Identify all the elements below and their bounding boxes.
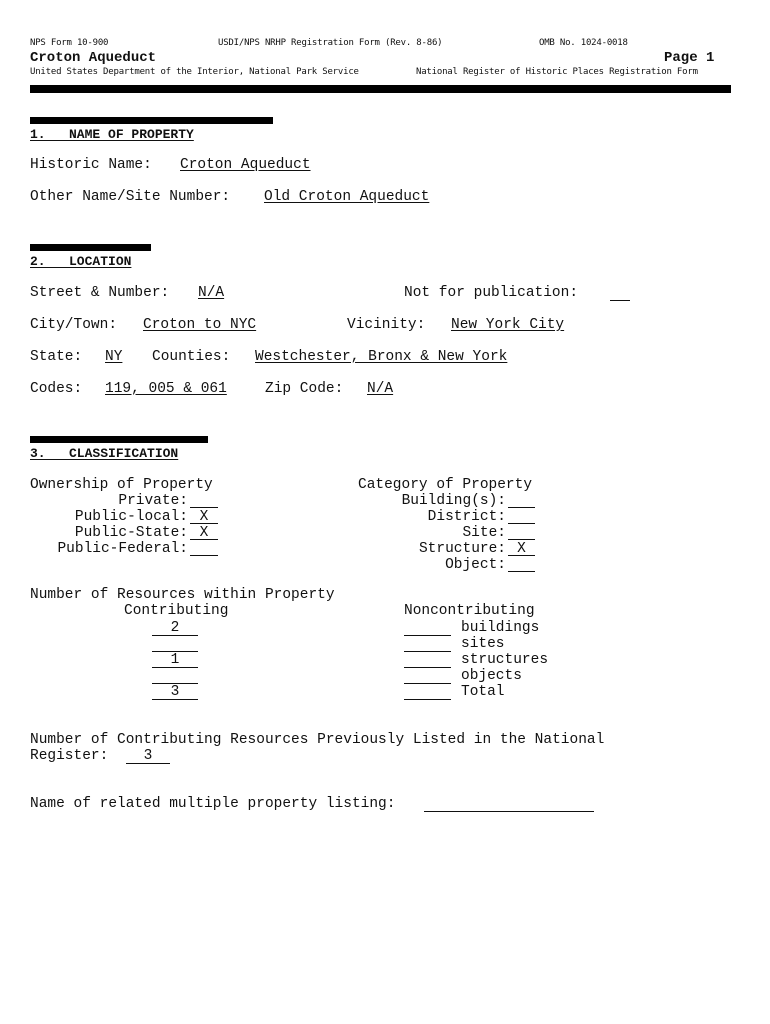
not-for-publication-label: Not for publication: — [404, 285, 579, 301]
ownership-private-blank — [190, 507, 218, 508]
section-bar-3 — [30, 436, 208, 443]
state-label: State: — [30, 349, 83, 365]
section-bar-2 — [30, 244, 151, 251]
category-building-label: Building(s): — [401, 493, 506, 509]
counties-label: Counties: — [152, 349, 231, 365]
codes-value: 119, 005 & 061 — [105, 381, 227, 397]
section-heading-location: 2. LOCATION — [30, 254, 132, 269]
ownership-public-federal-blank — [190, 555, 218, 556]
street-value: N/A — [198, 285, 225, 301]
related-listing-label: Name of related multiple property listing: — [30, 796, 396, 812]
contributing-total-value: 3 — [170, 684, 180, 700]
category-site-label: Site: — [462, 525, 506, 541]
other-name-value: Old Croton Aqueduct — [264, 189, 430, 205]
historic-name-label: Historic Name: — [30, 157, 152, 173]
resource-type-buildings: buildings — [461, 620, 540, 636]
ownership-public-local-mark: X — [199, 509, 209, 525]
noncontributing-structures-blank — [404, 667, 451, 668]
resource-type-sites: sites — [461, 636, 505, 652]
section-heading-classification: 3. CLASSIFICATION — [30, 446, 179, 461]
codes-label: Codes: — [30, 381, 83, 397]
ownership-public-state-mark: X — [199, 525, 209, 541]
resource-type-total: Total — [461, 684, 505, 700]
resource-type-objects: objects — [461, 668, 522, 684]
ownership-label: Ownership of Property — [30, 477, 213, 493]
previously-listed-label: Number of Contributing Resources Previously Listed in the National — [30, 732, 605, 748]
category-building-blank — [508, 507, 535, 508]
city-value: Croton to NYC — [143, 317, 257, 333]
other-name-label: Other Name/Site Number: — [30, 189, 231, 205]
agency-form-name: USDI/NPS NRHP Registration Form (Rev. 8-86) — [218, 38, 443, 48]
vicinity-value: New York City — [451, 317, 565, 333]
zip-value: N/A — [367, 381, 394, 397]
department-line: United States Department of the Interior, National Park Service — [30, 67, 359, 77]
category-structure-label: Structure: — [418, 541, 506, 557]
zip-label: Zip Code: — [265, 381, 344, 397]
ownership-public-state-label: Public-State: — [74, 525, 188, 541]
noncontributing-buildings-blank — [404, 635, 451, 636]
ownership-public-local-label: Public-local: — [74, 509, 188, 525]
category-structure-mark: X — [517, 541, 526, 557]
header-rule — [30, 85, 731, 93]
category-district-blank — [508, 523, 535, 524]
category-site-blank — [508, 539, 535, 540]
register-label: Register: — [30, 748, 109, 764]
resource-type-structures: structures — [461, 652, 549, 668]
category-object-blank — [508, 571, 535, 572]
page-number: Page 1 — [664, 50, 715, 66]
category-label: Category of Property — [358, 477, 533, 493]
noncontributing-label: Noncontributing — [404, 603, 535, 619]
contributing-buildings-value: 2 — [170, 620, 180, 636]
category-district-label: District: — [427, 509, 506, 525]
noncontributing-objects-blank — [404, 683, 451, 684]
resources-label: Number of Resources within Property — [30, 587, 335, 603]
related-listing-blank — [424, 811, 594, 812]
ownership-private-label: Private: — [118, 493, 188, 509]
ownership-public-federal-label: Public-Federal: — [57, 541, 188, 557]
city-label: City/Town: — [30, 317, 118, 333]
vicinity-label: Vicinity: — [347, 317, 426, 333]
section-heading-name-of-property: 1. NAME OF PROPERTY — [30, 127, 194, 142]
noncontributing-total-blank — [404, 699, 451, 700]
contributing-label: Contributing — [124, 603, 229, 619]
counties-value: Westchester, Bronx & New York — [255, 349, 508, 365]
state-value: NY — [105, 349, 123, 365]
section-bar-1 — [30, 117, 273, 124]
omb-number: OMB No. 1024-0018 — [539, 38, 628, 48]
historic-name-value: Croton Aqueduct — [180, 157, 311, 173]
register-count-value: 3 — [143, 748, 153, 764]
property-title: Croton Aqueduct — [30, 50, 157, 66]
street-label: Street & Number: — [30, 285, 170, 301]
contributing-structures-value: 1 — [170, 652, 180, 668]
register-form-name: National Register of Historic Places Registration Form — [416, 67, 698, 77]
noncontributing-sites-blank — [404, 651, 451, 652]
form-number: NPS Form 10-900 — [30, 38, 109, 48]
category-object-label: Object: — [445, 557, 506, 573]
not-for-publication-blank — [610, 300, 630, 301]
